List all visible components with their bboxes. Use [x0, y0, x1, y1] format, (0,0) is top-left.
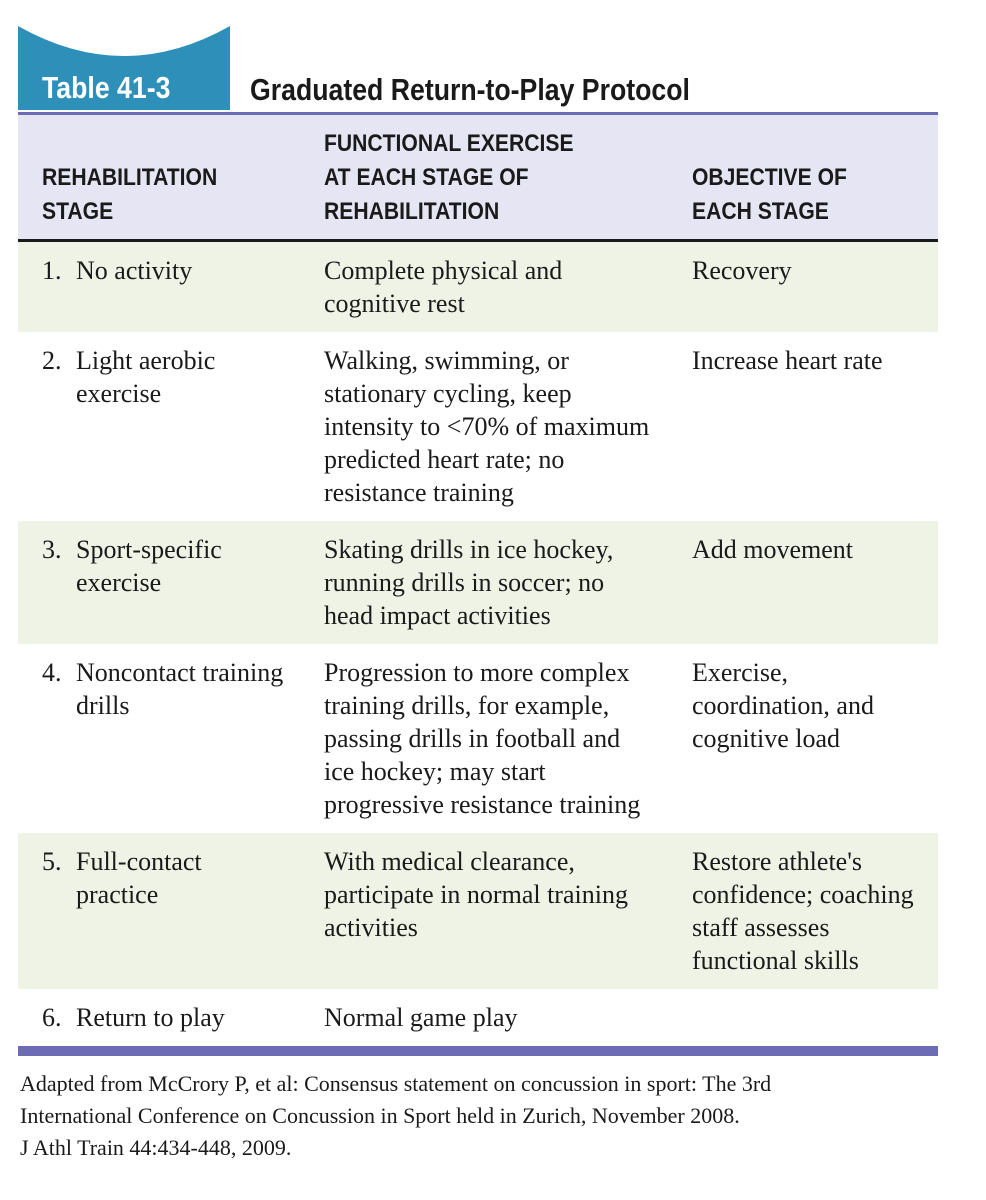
column-header-objective: OBJECTIVE OF EACH STAGE: [692, 164, 847, 225]
bottom-rule: [18, 1046, 938, 1056]
source-footnote: [18, 1068, 940, 1164]
stage-cell: [18, 644, 296, 833]
stage-cell: [18, 521, 296, 644]
stage-cell: [18, 989, 296, 1046]
stage-number: 1.: [42, 256, 62, 285]
stage-number: 5.: [42, 847, 62, 876]
column-header-stage: REHABILITATION STAGE: [42, 164, 218, 225]
table-row: [18, 989, 938, 1046]
table-row: [18, 242, 938, 332]
table-title-row: [18, 26, 938, 112]
stage-number: 2.: [42, 346, 62, 375]
objective-cell: [664, 989, 938, 1046]
table-figure: [18, 26, 938, 1164]
exercise-cell: Normal game play: [324, 1003, 518, 1032]
exercise-cell: Walking, swimming, or stationary cycling, keep intensity to <70% of maximum predicted heart rate; no resistance training: [324, 346, 650, 507]
column-header-exercise: FUNCTIONAL EXERCISE AT EACH STAGE OF REHABILITATION: [324, 130, 574, 225]
footnote-line: J Athl Train 44:434-448, 2009.: [20, 1135, 292, 1160]
table-row: [18, 332, 938, 521]
stage-cell: [18, 242, 296, 332]
stage-number: 6.: [42, 1003, 62, 1032]
footnote-line: International Conference on Concussion in Sport held in Zurich, November 2008.: [20, 1103, 740, 1128]
exercise-cell: Progression to more complex training drills, for example, passing drills in football and ice hockey; may start progressive resistance training: [324, 658, 641, 819]
exercise-cell: With medical clearance, participate in normal training activities: [324, 847, 628, 942]
header-row: [18, 115, 938, 241]
protocol-table: [18, 115, 938, 1046]
table-number-tab: [18, 26, 230, 110]
stage-number: 4.: [42, 658, 62, 687]
stage-name: Noncontact training drills: [76, 658, 284, 720]
table-row: [18, 644, 938, 833]
objective-cell: Exercise, coordination, and cognitive load: [692, 658, 874, 753]
stage-name: Return to play: [76, 1003, 225, 1032]
stage-name: Sport-specific exercise: [76, 535, 222, 597]
objective-cell: Increase heart rate: [692, 346, 883, 375]
table-row: [18, 833, 938, 989]
stage-name: Full-contact practice: [76, 847, 202, 909]
table-body: [18, 242, 938, 1046]
stage-name: No activity: [76, 256, 193, 285]
stage-cell: [18, 833, 296, 989]
footnote-line: Adapted from McCrory P, et al: Consensus statement on concussion in sport: The 3rd: [20, 1071, 772, 1096]
table-number: Table 41-3: [42, 70, 171, 105]
exercise-cell: Skating drills in ice hockey, running drills in soccer; no head impact activities: [324, 535, 614, 630]
stage-name: Light aerobic exercise: [76, 346, 216, 408]
table-row: [18, 521, 938, 644]
stage-cell: [18, 332, 296, 521]
objective-cell: Restore athlete's confidence; coaching staff assesses functional skills: [692, 847, 914, 975]
table-title: Graduated Return-to-Play Protocol: [250, 72, 690, 107]
exercise-cell: Complete physical and cognitive rest: [324, 256, 563, 318]
objective-cell: Add movement: [692, 535, 854, 564]
objective-cell: Recovery: [692, 256, 792, 285]
tab-curve-decoration: [18, 26, 230, 66]
table-header: [18, 115, 938, 242]
stage-number: 3.: [42, 535, 62, 564]
